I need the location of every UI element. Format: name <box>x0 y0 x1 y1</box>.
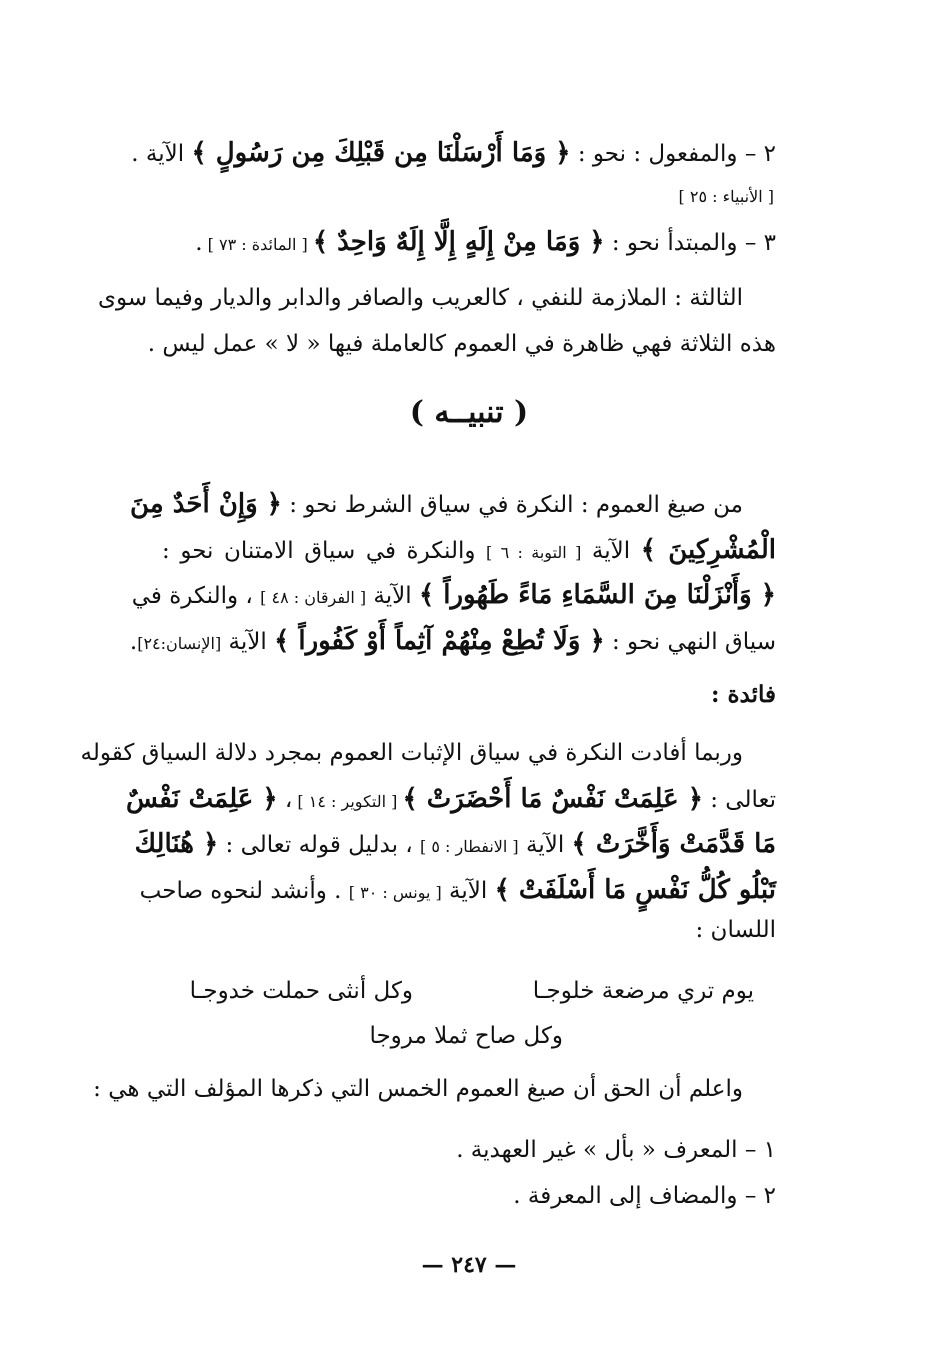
quran-verse: ﴿ وَمَا مِنْ إِلَهٍ إِلَّا إِلَهٌ وَاحِدٌ ﴾ <box>312 227 605 257</box>
para-1-text: الآية <box>366 583 419 609</box>
item-2-line <box>131 138 776 169</box>
reference-takwir: [ التكوير : ١٤ ] <box>292 792 403 811</box>
para-2-line-5 <box>162 915 776 945</box>
para-2-text: تعالى : <box>702 787 776 813</box>
para-1-line-2 <box>162 535 776 568</box>
quran-verse: ﴿ وَلَا تُطِعْ مِنْهُمْ آثِماً أَوْ كَفُوراً ﴾ <box>274 626 605 656</box>
list-item-1-text: ١ – المعرف « بأل » غير العهدية . <box>456 1137 776 1163</box>
item-2-text: ٢ – والمفعول : نحو : <box>570 141 776 167</box>
reference-tawba: [ التوبة : ٦ ] <box>486 543 582 562</box>
list-item-1 <box>456 1135 776 1165</box>
reference-insan: [الإنسان:٢٤] <box>137 634 222 653</box>
reference-anbiya: [ الأنبياء : ٢٥ ] <box>678 187 774 206</box>
para-2-line-3 <box>134 829 776 862</box>
para-1-text: ، والنكرة في <box>131 583 261 609</box>
para-2-line-4 <box>139 875 776 908</box>
para-3-line <box>93 1074 743 1104</box>
reference-furqan: [ الفرقان : ٤٨ ] <box>260 588 367 607</box>
faida-heading: فائدة : <box>710 681 776 708</box>
item-3-line <box>162 227 776 260</box>
para-3-text: واعلم أن الحق أن صيغ العموم الخمس التي ذكرها المؤلف التي هي : <box>93 1076 743 1102</box>
quran-verse: ﴿ وَأَنْزَلْنَا مِنَ السَّمَاءِ مَاءً طَهُوراً ﴾ <box>418 580 776 610</box>
quran-verse: ﴿ هُنَالِكَ <box>134 829 219 859</box>
para-1-line-3 <box>131 580 776 613</box>
para-2-line-2 <box>126 784 776 817</box>
third-para-line-2 <box>147 329 776 359</box>
verse-line-2: وكل صاح ثملا مروجا <box>369 1023 563 1049</box>
item-2-suffix: الآية . <box>131 141 192 167</box>
para-1-text: الآية <box>221 629 275 655</box>
para-1-line-4 <box>129 626 776 659</box>
item-3-suffix: . <box>195 230 203 256</box>
para-1-text: . <box>129 629 138 655</box>
reference-infitar: [ الانفطار : ٥ ] <box>420 837 519 856</box>
quran-verse: ﴿ وَمَا أَرْسَلْنَا مِن قَبْلِكَ مِن رَسُولٍ ﴾ <box>191 138 571 168</box>
list-item-2-text: ٢ – والمضاف إلى المعرفة . <box>513 1183 776 1209</box>
third-para-line-1 <box>98 283 743 313</box>
verse-hemistich-1: يوم تري مرضعة خلوجـا <box>532 978 754 1004</box>
quran-verse: تَبْلُو كُلُّ نَفْسٍ مَا أَسْلَفَتْ ﴾ <box>494 875 776 905</box>
quran-verse: ﴿ عَلِمَتْ نَفْسٌ مَا أَحْضَرَتْ ﴾ <box>402 784 703 814</box>
third-para-text-2: هذه الثلاثة فهي ظاهرة في العموم كالعاملة فيها « لا » عمل ليس . <box>147 331 776 357</box>
item-3-text: ٣ – والمبتدأ نحو : <box>604 230 776 256</box>
para-1-text: سياق النهي نحو : <box>604 629 776 655</box>
reference-yunus: [ يونس : ٣٠ ] <box>348 883 442 902</box>
para-1-line-1 <box>129 489 743 520</box>
page-number: — ٢٤٧ — <box>421 1252 517 1278</box>
quran-verse: ﴿ وَإِنْ أَحَدٌ مِنَ <box>129 489 282 519</box>
item-2-reference <box>679 180 774 212</box>
para-1-text: والنكرة في سياق الامتنان نحو : <box>162 538 487 564</box>
para-2-text: الآية <box>441 878 495 904</box>
quran-verse: ﴿ عَلِمَتْ نَفْسٌ <box>126 784 278 814</box>
quran-verse: الْمُشْرِكِينَ ﴾ <box>640 535 776 565</box>
para-2-text: . وأنشد لنحوه صاحب <box>139 878 349 904</box>
para-2-text: اللسان : <box>695 917 776 943</box>
para-2-line-1 <box>80 738 743 768</box>
third-para-text-1: الثالثة : الملازمة للنفي ، كالعريب والصافر والدابر والديار وفيما سوى <box>98 285 743 311</box>
para-2-text: ، بدليل قوله تعالى : <box>218 832 421 858</box>
quran-verse: مَا قَدَّمَتْ وَأَخَّرَتْ ﴾ <box>571 829 776 859</box>
section-heading: ( تنبيــه ) <box>409 395 529 430</box>
para-2-text: ، <box>277 787 293 813</box>
verse-hemistich-2: وكل أنثى حملت خدوجـا <box>189 978 413 1004</box>
para-1-text: من صيغ العموم : النكرة في سياق الشرط نحو : <box>281 492 743 518</box>
para-2-text: وربما أفادت النكرة في سياق الإثبات العموم بمجرد دلالة السياق كقوله <box>80 740 743 766</box>
list-item-2 <box>513 1181 776 1211</box>
para-1-text: الآية <box>581 538 641 564</box>
para-2-text: الآية <box>518 832 572 858</box>
reference-maida: [ المائدة : ٧٣ ] <box>202 235 313 254</box>
